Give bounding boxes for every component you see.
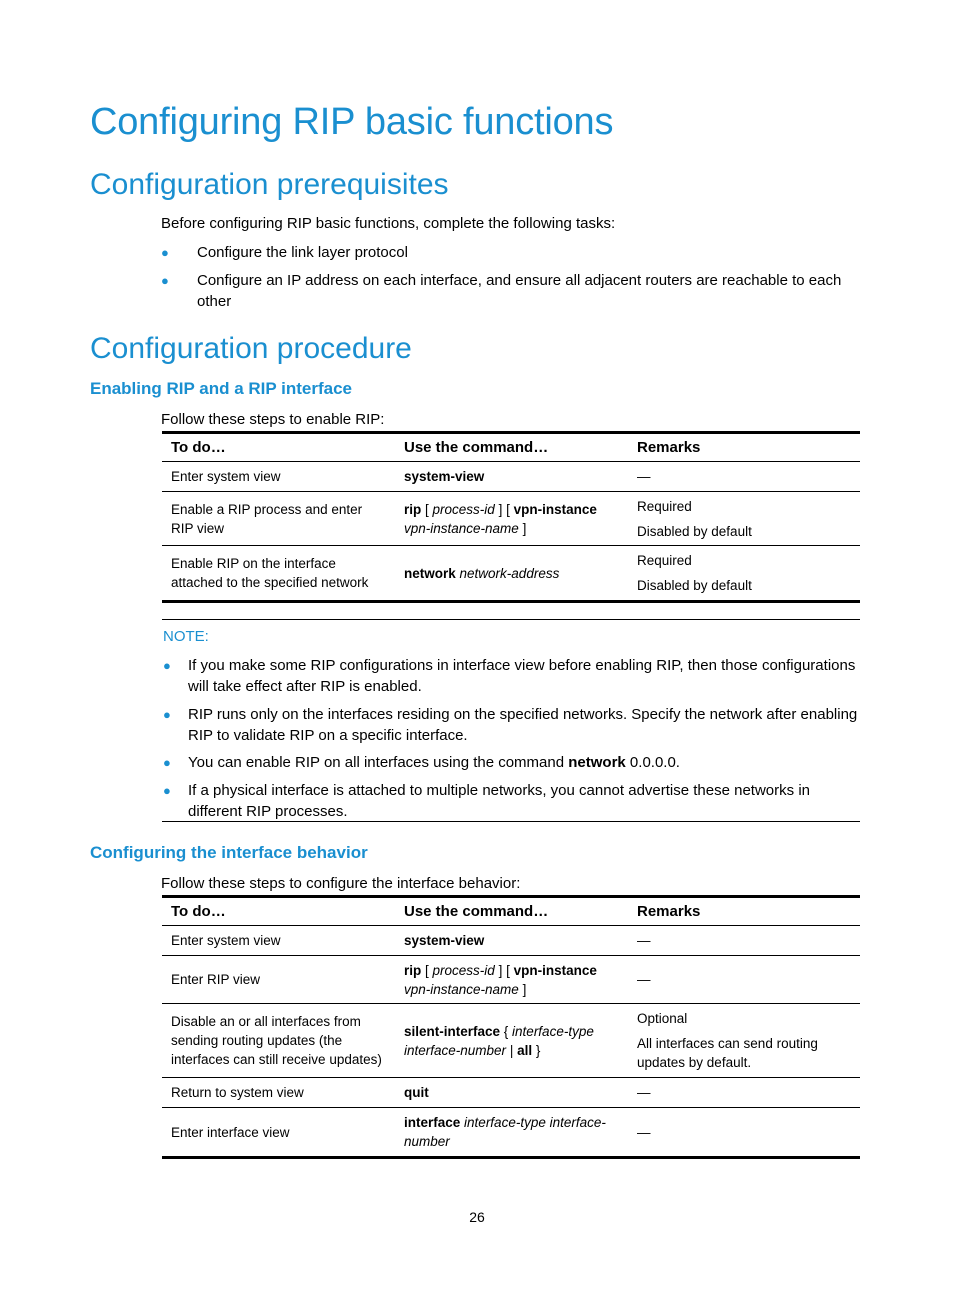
remark-line: — [637, 933, 651, 948]
todo-cell: Enter system view [162, 462, 395, 492]
table-row [162, 926, 860, 956]
plain-text: If you make some RIP configurations in interface view before enabling RIP, then those configurations will take effect after RIP is enabled. [188, 657, 856, 695]
keyword-text: system-view [404, 469, 485, 484]
column-header: Use the command… [395, 897, 628, 926]
command-cell [395, 926, 628, 956]
remarks-cell [628, 492, 860, 546]
list-item-text [188, 704, 863, 746]
command-cell [395, 492, 628, 546]
argument-text: vpn-instance-name [404, 520, 519, 536]
remark-line: — [637, 1124, 651, 1140]
table-header-row [162, 433, 860, 462]
plain-text: ] [ [494, 501, 514, 517]
remarks-cell [628, 926, 860, 956]
argument-text: process-id [432, 962, 495, 978]
column-header: Remarks [628, 897, 860, 926]
bullet-icon: ● [161, 273, 169, 288]
command-cell [395, 1078, 628, 1108]
table-row [162, 1108, 860, 1158]
list-item-text: Configure an IP address on each interface, and ensure all adjacent routers are reachable to each other [197, 272, 842, 310]
keyword-text: silent-interface [404, 1023, 501, 1039]
plain-text: ] [518, 981, 527, 997]
interface-behavior-table [162, 895, 860, 1159]
remark-line: — [637, 469, 651, 484]
table-row [162, 462, 860, 492]
keyword-text: system-view [404, 933, 485, 948]
remark-line: Disabled by default [637, 578, 752, 593]
bullet-icon: ● [163, 783, 171, 798]
table-header-row [162, 897, 860, 926]
remark-line: All interfaces can send routing updates by default. [637, 1036, 818, 1070]
keyword-text: rip [404, 962, 422, 978]
list-item-text [188, 655, 863, 697]
note-top-rule [162, 619, 860, 620]
plain-text: ] [ [494, 962, 514, 978]
column-header: Use the command… [395, 433, 628, 462]
remark-line: — [637, 972, 651, 987]
list-item-text [188, 752, 863, 773]
table-row [162, 492, 860, 546]
plain-text: RIP runs only on the interfaces residing on the specified networks. Specify the network after enabling RIP to validate RIP on a specific interface. [188, 706, 858, 744]
plain-text: [ [421, 501, 433, 517]
list-item-text: Configure the link layer protocol [197, 244, 408, 261]
column-header: Remarks [628, 433, 860, 462]
remark-line: Required [637, 498, 692, 514]
enable-intro: Follow these steps to enable RIP: [161, 411, 385, 428]
bullet-icon: ● [161, 245, 169, 260]
remark-line: Optional [637, 1011, 688, 1026]
remarks-cell [628, 1004, 860, 1078]
prereq-intro: Before configuring RIP basic functions, complete the following tasks: [161, 215, 616, 232]
table-row [162, 1078, 860, 1108]
keyword-text: rip [404, 501, 422, 517]
plain-text: [ [421, 962, 433, 978]
table-row [162, 546, 860, 602]
plain-text: If a physical interface is attached to multiple networks, you cannot advertise these networks in different RIP processes. [188, 782, 810, 820]
command-cell [395, 462, 628, 492]
keyword-text: quit [404, 1085, 429, 1100]
keyword-text: vpn-instance [513, 501, 597, 517]
page-number: 26 [469, 1209, 485, 1225]
todo-cell: Enter RIP view [162, 956, 395, 1004]
plain-text: ] [518, 520, 527, 536]
bullet-icon: ● [163, 658, 171, 673]
remark-line: — [637, 1085, 651, 1100]
table-row [162, 1004, 860, 1078]
note-label: NOTE: [163, 628, 209, 645]
behavior-intro: Follow these steps to configure the interface behavior: [161, 875, 521, 892]
todo-cell: Enter system view [162, 926, 395, 956]
keyword-text: vpn-instance [513, 962, 597, 978]
table-row [162, 956, 860, 1004]
section-heading-procedure: Configuration procedure [90, 332, 412, 365]
command-cell [395, 1108, 628, 1158]
command-cell [395, 546, 628, 602]
bullet-icon: ● [163, 755, 171, 770]
argument-text: process-id [432, 501, 495, 517]
todo-cell: Disable an or all interfaces from sending routing updates (the interfaces can still receive updates) [162, 1004, 395, 1078]
keyword-text: all [517, 1042, 533, 1058]
remarks-cell [628, 546, 860, 602]
note-bottom-rule [162, 821, 860, 822]
argument-text: interface-type interface-number [404, 1023, 594, 1058]
command-cell [395, 956, 628, 1004]
plain-text: | [506, 1042, 518, 1058]
argument-text: vpn-instance-name [404, 981, 519, 997]
column-header: To do… [162, 897, 395, 926]
remarks-cell [628, 1108, 860, 1158]
bullet-icon: ● [163, 707, 171, 722]
keyword-text: network [568, 754, 626, 771]
todo-cell: Enter interface view [162, 1108, 395, 1158]
todo-cell: Return to system view [162, 1078, 395, 1108]
argument-text: network-address [459, 565, 560, 581]
remark-line: Required [637, 553, 692, 568]
subsection-heading-enable: Enabling RIP and a RIP interface [90, 379, 352, 398]
plain-text: You can enable RIP on all interfaces using the command [188, 754, 569, 771]
todo-cell: Enable a RIP process and enter RIP view [162, 492, 395, 546]
subsection-heading-behavior: Configuring the interface behavior [90, 843, 368, 862]
section-heading-prerequisites: Configuration prerequisites [90, 168, 449, 201]
column-header: To do… [162, 433, 395, 462]
remark-line: Disabled by default [637, 523, 752, 539]
remarks-cell [628, 462, 860, 492]
remarks-cell [628, 956, 860, 1004]
remarks-cell [628, 1078, 860, 1108]
keyword-text: interface [404, 1115, 461, 1130]
command-cell [395, 1004, 628, 1078]
plain-text: 0.0.0.0. [625, 754, 680, 771]
todo-cell: Enable RIP on the interface attached to the specified network [162, 546, 395, 602]
page-title: Configuring RIP basic functions [90, 101, 614, 143]
argument-text: interface-type interface-number [404, 1115, 606, 1149]
plain-text: } [532, 1042, 541, 1058]
keyword-text: network [404, 565, 456, 581]
list-item-text [188, 780, 863, 822]
enable-rip-table [162, 431, 860, 603]
plain-text: { [500, 1023, 513, 1039]
